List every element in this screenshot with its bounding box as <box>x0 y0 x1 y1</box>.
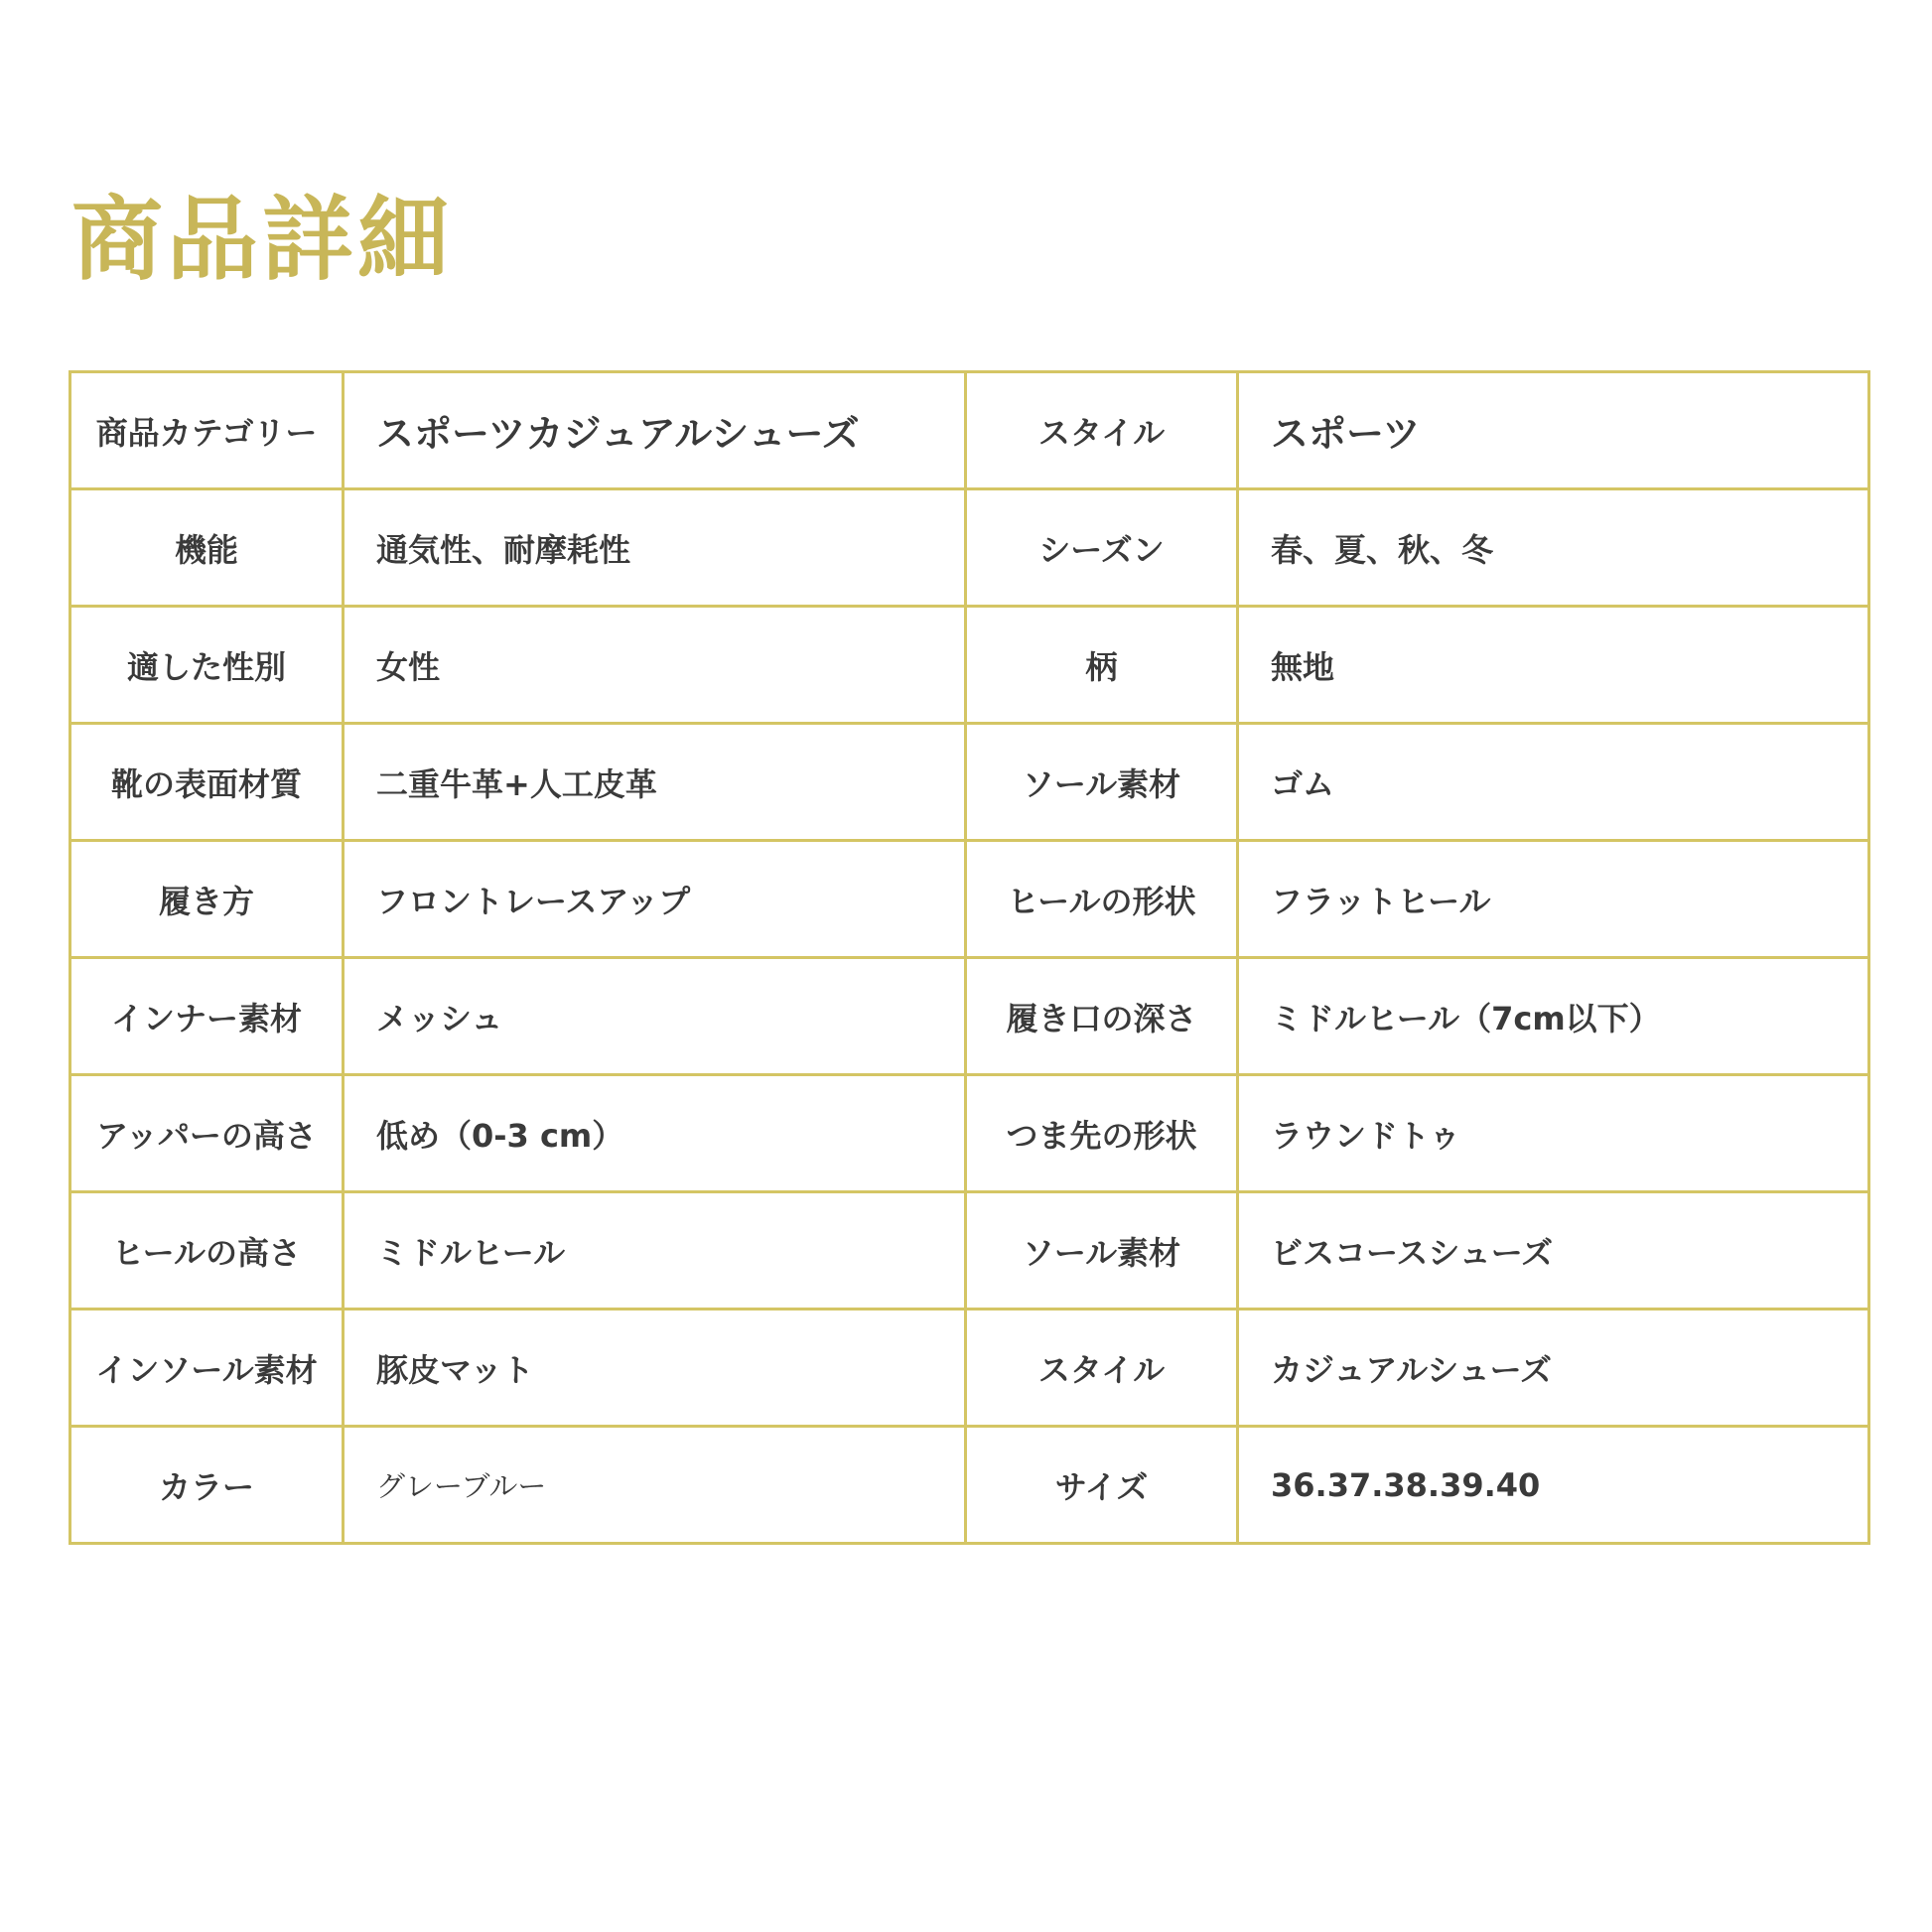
row-value: 春、夏、秋、冬 <box>1238 489 1869 607</box>
row-label: シーズン <box>966 489 1238 607</box>
row-label: アッパーの高さ <box>70 1075 344 1192</box>
row-value: フロントレースアップ <box>344 841 966 958</box>
row-value: スポーツカジュアルシューズ <box>344 372 966 489</box>
row-label: 商品カテゴリー <box>70 372 344 489</box>
row-label: ソール素材 <box>966 724 1238 841</box>
table-row <box>70 724 1869 841</box>
table-row <box>70 1075 1869 1192</box>
row-value: メッシュ <box>344 958 966 1075</box>
table-row <box>70 1310 1869 1427</box>
row-value: 通気性、耐摩耗性 <box>344 489 966 607</box>
row-value: 二重牛革+人工皮革 <box>344 724 966 841</box>
table-row <box>70 372 1869 489</box>
row-label: ヒールの形状 <box>966 841 1238 958</box>
table-row <box>70 841 1869 958</box>
table-row <box>70 607 1869 724</box>
row-value: ミドルヒール（7cm以下） <box>1238 958 1869 1075</box>
page-title: 商品詳細 <box>71 187 454 293</box>
row-value: 低め（0-3 cm） <box>344 1075 966 1192</box>
row-label: インソール素材 <box>70 1310 344 1427</box>
row-label: 履き口の深さ <box>966 958 1238 1075</box>
table-row <box>70 1427 1869 1544</box>
row-value: ミドルヒール <box>344 1192 966 1310</box>
row-label: スタイル <box>966 1310 1238 1427</box>
row-label: カラー <box>70 1427 344 1544</box>
row-label: 靴の表面材質 <box>70 724 344 841</box>
row-label: インナー素材 <box>70 958 344 1075</box>
row-label: 履き方 <box>70 841 344 958</box>
row-value: 女性 <box>344 607 966 724</box>
row-label: 適した性別 <box>70 607 344 724</box>
row-value: スポーツ <box>1238 372 1869 489</box>
row-label: つま先の形状 <box>966 1075 1238 1192</box>
row-value: カジュアルシューズ <box>1238 1310 1869 1427</box>
table-row <box>70 958 1869 1075</box>
row-value: 36.37.38.39.40 <box>1238 1427 1869 1544</box>
row-label: 機能 <box>70 489 344 607</box>
row-label: サイズ <box>966 1427 1238 1544</box>
row-value: 無地 <box>1238 607 1869 724</box>
row-label: スタイル <box>966 372 1238 489</box>
row-value: ゴム <box>1238 724 1869 841</box>
table-row <box>70 1192 1869 1310</box>
row-label: 柄 <box>966 607 1238 724</box>
row-value: フラットヒール <box>1238 841 1869 958</box>
row-label: ヒールの高さ <box>70 1192 344 1310</box>
row-value: ラウンドトゥ <box>1238 1075 1869 1192</box>
row-label: ソール素材 <box>966 1192 1238 1310</box>
table-row <box>70 489 1869 607</box>
row-value: 豚皮マット <box>344 1310 966 1427</box>
product-details-table <box>69 370 1870 1545</box>
row-value: グレーブルー <box>344 1427 966 1544</box>
row-value: ビスコースシューズ <box>1238 1192 1869 1310</box>
